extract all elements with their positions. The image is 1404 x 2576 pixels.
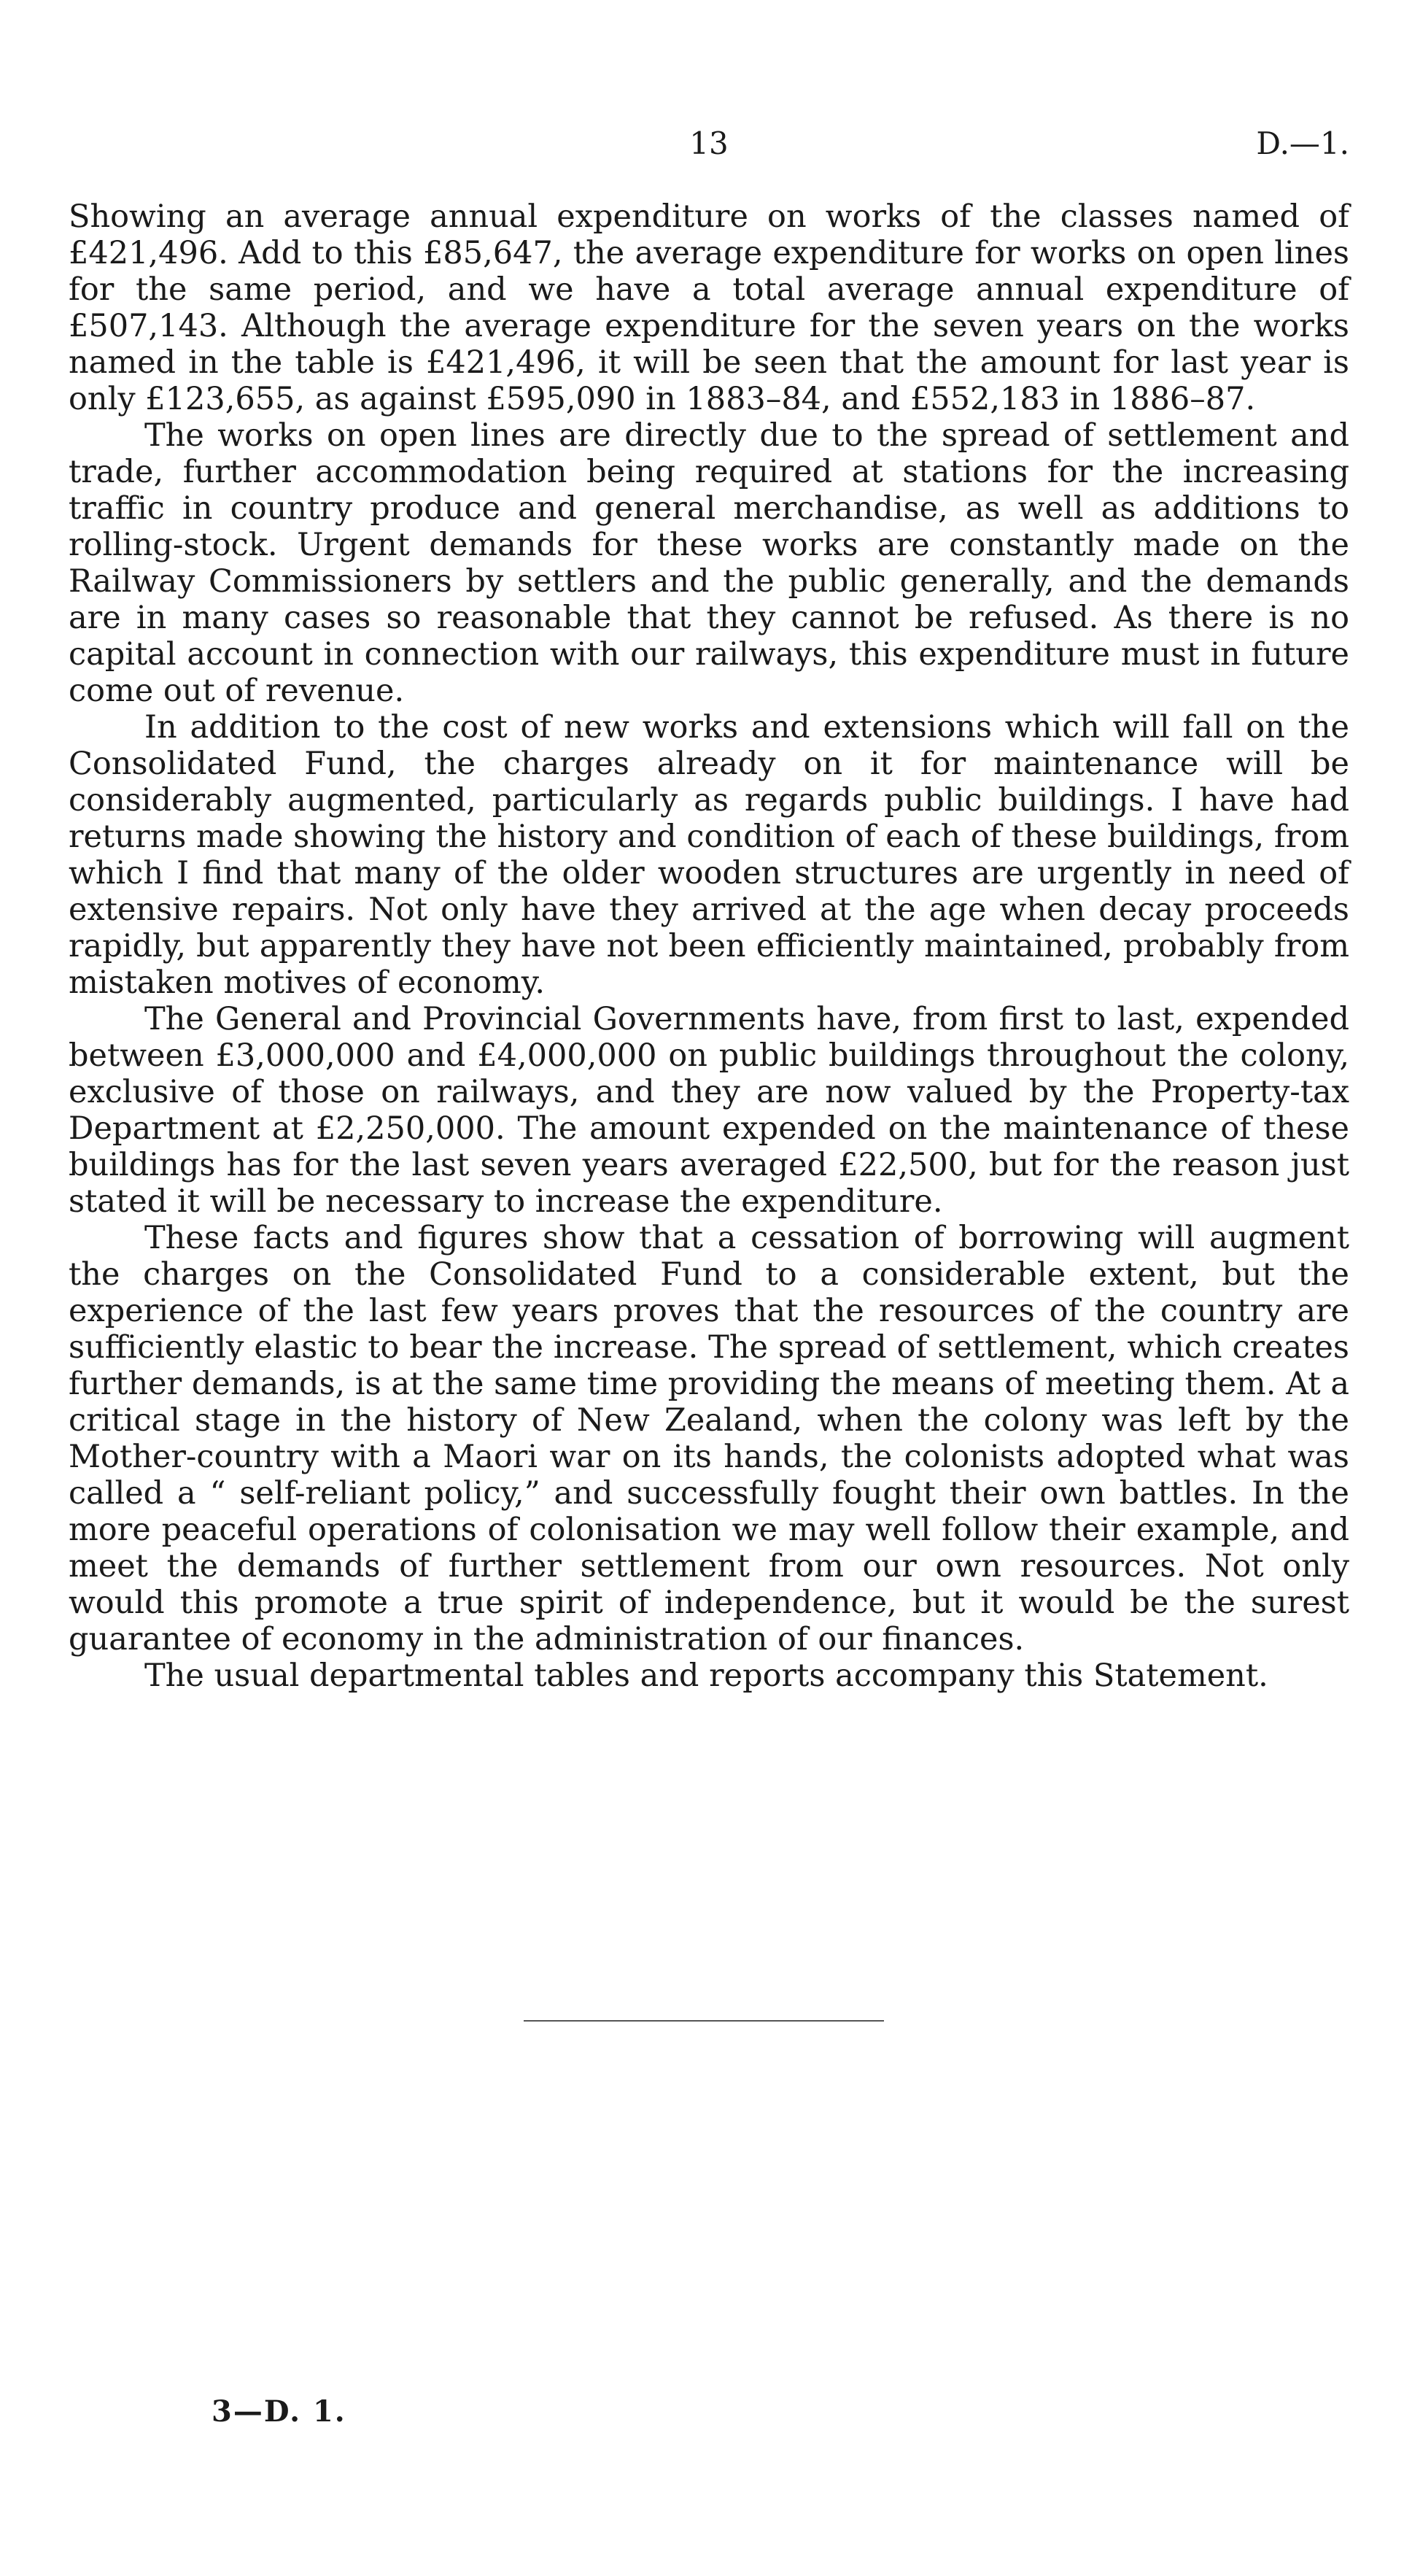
paragraph-expenditure-summary: Showing an average annual expenditure on works of the classes named of £421,496. Add to this £85,647, the average expenditure for works on open lines for the same period, and we have a total average annual expenditure of £507,143. Although the average expenditure for the seven years on the works named in the table is £421,496, it will be seen that the amount for last year is only £123,655, as against £595,090 in 1883–84, and £552,183 in 1886–87. xyxy=(69,198,1349,417)
paragraph-closing: The usual departmental tables and reports accompany this Statement. xyxy=(144,1658,1268,1694)
document-reference: D.—1. xyxy=(1256,125,1349,161)
paragraph-self-reliance: These facts and figures show that a cessation of borrowing will augment the charges on the Consolidated Fund to a considerable extent, but the experience of the last few years proves that the resources of the country are sufficiently elastic to bear the increase. The spread of settlement, which creates further demands, is at the same time providing the means of meeting them. At a critical stage in the history of New Zealand, when the colony was left by the Mother-country with a Maori war on its hands, the colonists adopted what was called a “ self-reliant policy,” and successfully fought their own battles. In the more peaceful operations of colonisation we may well follow their example, and meet the demands of further settlement from our own resources. Not only would this promote a true spirit of independence, but it would be the surest guarantee of economy in the administration of our finances. xyxy=(69,1220,1349,1658)
body-text xyxy=(69,198,1349,1694)
paragraph-maintenance: In addition to the cost of new works and extensions which will fall on the Consolidated Fund, the charges already on it for maintenance will be considerably augmented, particularly as regards public buildings. I have had returns made showing the history and condition of each of these buildings, from which I find that many of the older wooden structures are urgently in need of extensive repairs. Not only have they arrived at the age when decay proceeds rapidly, but apparently they have not been efficiently maintained, probably from mistaken motives of economy. xyxy=(69,709,1349,1001)
section-divider xyxy=(524,2020,884,2022)
paragraph-open-lines: The works on open lines are directly due to the spread of settlement and trade, further accommodation being required at stations for the increasing traffic in country produce and general merchandise, as well as additions to rolling-stock. Urgent demands for these works are constantly made on the Railway Commissioners by settlers and the public generally, and the demands are in many cases so reasonable that they cannot be refused. As there is no capital account in connection with our railways, this expenditure must in future come out of revenue. xyxy=(69,417,1349,709)
page-number: 13 xyxy=(689,125,729,161)
paragraph-public-buildings: The General and Provincial Governments have, from first to last, expended between £3,000,000 and £4,000,000 on public buildings throughout the colony, exclusive of those on railways, and they are now valued by the Property-tax Department at £2,250,000. The amount expended on the maintenance of these buildings has for the last seven years averaged £22,500, but for the reason just stated it will be necessary to increase the expenditure. xyxy=(69,1001,1349,1220)
printer-signature-mark: 3—D. 1. xyxy=(212,2394,346,2429)
page-header xyxy=(69,125,1349,169)
